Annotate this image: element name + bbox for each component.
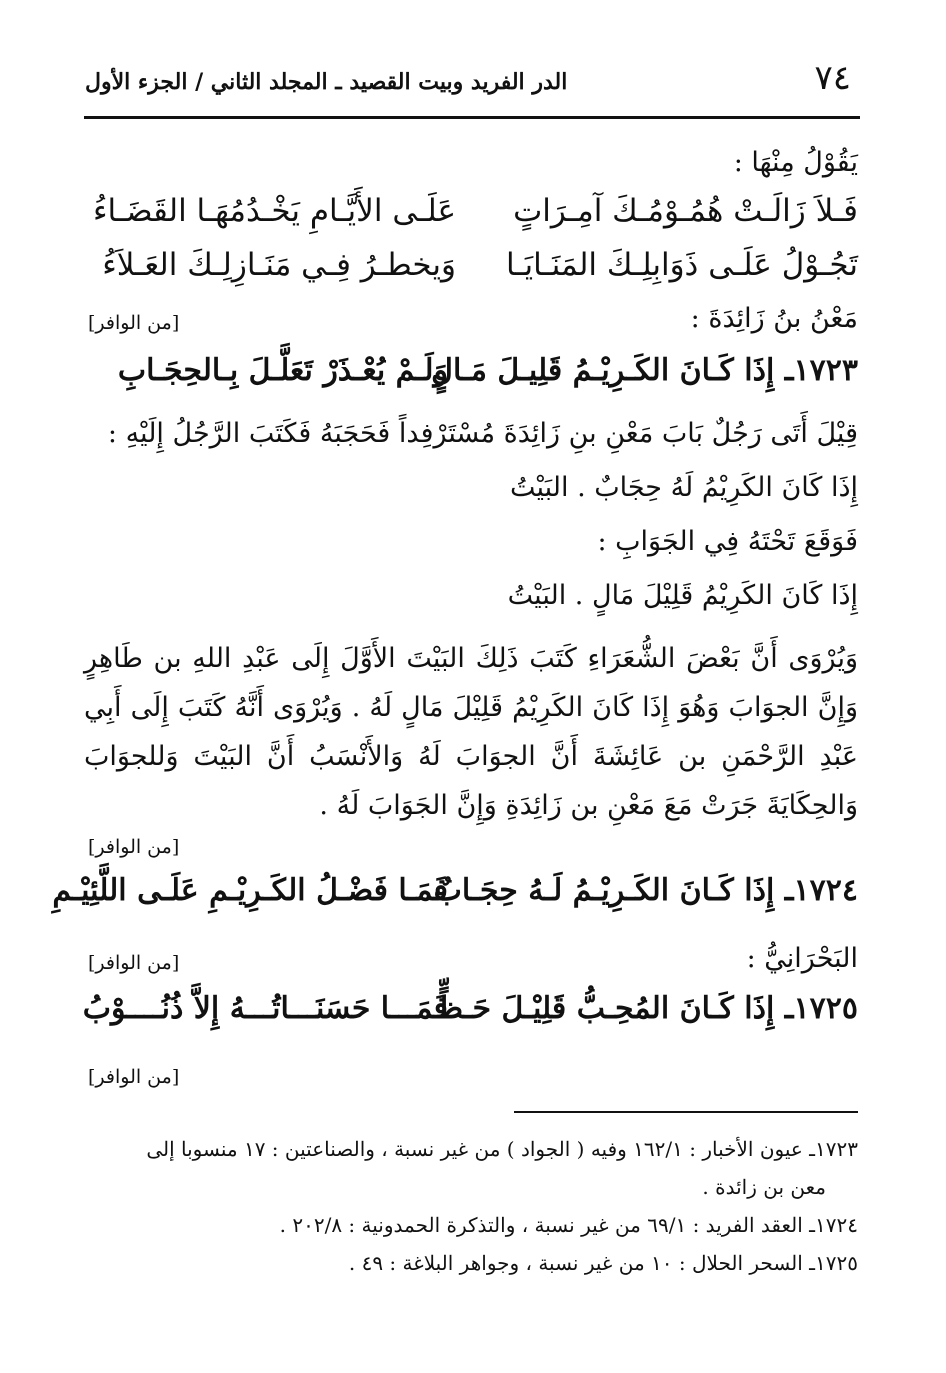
anecdote-line: قِيْلَ أَتَى رَجُلٌ بَابَ مَعْنِ بنِ زَائِدَةَ مُسْتَرْفِداً فَحَجَبَهُ فَكَتَبَ الرَّجُلُ إِلَيْهِ : <box>107 418 858 449</box>
poet-attribution: مَعْنُ بنُ زَائِدَةَ : <box>690 303 858 334</box>
page-number: ٧٤ <box>814 58 851 98</box>
footnote-1723: ١٧٢٣ـ عيون الأخبار : ١٦٢/١ وفيه ( الجواد ) من غير نسبة ، والصناعتين : ١٧ منسوبا إلى <box>146 1137 858 1161</box>
footnote-1724: ١٧٢٤ـ العقد الفريد : ٦٩/١ من غير نسبة ، والتذكرة الحمدونية : ٢٠٢/٨ . <box>279 1213 858 1237</box>
footnote-1725: ١٧٢٥ـ السحر الحلال : ١٠ من غير نسبة ، وجواهر البلاغة : ٤٩ . <box>348 1251 858 1275</box>
verse-1723-first-hemistich: ١٧٢٣ـ إِذَا كَـانَ الكَـرِيْـمُ قَلِيـلَ مَـالٍ <box>431 353 858 388</box>
intro-line: يَقُوْلُ مِنْهَا : <box>733 147 858 178</box>
header-rule <box>84 116 860 119</box>
verse-1724-second-hemistich: فَمَـا فَضْـلُ الكَـرِيْـمِ عَلَـى اللَّئِيْـمِ <box>52 873 448 908</box>
verse-1724-first-hemistich: ١٧٢٤ـ إِذَا كَـانَ الكَـرِيْـمُ لَـهُ حِجَـابٌ <box>433 873 858 908</box>
commentary-paragraph: وَيُرْوَى أَنَّ بَعْضَ الشُّعَرَاءِ كَتَبَ ذَلِكَ البَيْتَ الأَوَّلَ إِلَى عَبْدِ اللهِ بن طَاهِرٍ وَإِنَّ الجوَابَ وَهُوَ إِذَا كَانَ الكَرِيْمُ قَلِيْلَ مَالٍ لَهُ . وَيُرْوَى أَنَّهُ كَتَبَ إِلَى أَبِي عَبْدِ الرَّحْمَنِ بن عَائِشَةَ أَنَّ الجوَابَ لَهُ وَالأَنْسَبُ أَنَّ البَيْتَ وَللجوَابَ وَالحِكَايَةَ جَرَتْ مَعَ مَعْنِ بن زَائِدَةِ وَإِنَّ الجَوَابَ لَهُ . <box>84 643 858 821</box>
footnote-rule <box>514 1111 858 1113</box>
meter-label: [من الوافر] <box>88 1066 180 1088</box>
meter-label: [من الوافر] <box>88 952 180 974</box>
verse-1-first-hemistich: فَـلاَ زَالَـتْ هُمُـوْمُـكَ آمِـرَاتٍ <box>513 193 858 229</box>
footnote-1723-continuation: معن بن زائدة . <box>702 1175 826 1199</box>
anecdote-line: فَوَقَعَ تَحْتَهُ فِي الجَوَابِ : <box>597 526 858 557</box>
verse-1725-first-hemistich: ١٧٢٥ـ إِذَا كَـانَ المُحِـبُّ قَلِيْـلَ حَـظٍّ <box>435 991 858 1026</box>
anecdote-line: إِذَا كَانَ الكَرِيْمُ لَهُ حِجَابٌ . البَيْتُ <box>509 472 858 503</box>
poet-attribution: البَحْرَانِيُّ : <box>746 943 858 974</box>
verse-2-second-hemistich: وَيخطـرُ فِـي مَنَـازِلِـكَ العَـلاَءُ <box>102 247 456 283</box>
verse-1723-second-hemistich: وَلَـمْ يُعْـذَرْ تَعَلَّـلَ بِـالحِجَـابِ <box>117 353 448 388</box>
verse-1-second-hemistich: عَلَـى الأَيَّـامِ يَخْـدُمُهَـا القَضَـاءُ <box>92 193 456 229</box>
meter-label: [من الوافر] <box>88 312 180 334</box>
running-title: الدر الفريد وبيت القصيد ـ المجلد الثاني / الجزء الأول <box>85 69 568 95</box>
verse-1725-second-hemistich: فَمَـــا حَسَنَـــاتُـــهُ إِلاَّ ذُنُــــوْبُ <box>82 991 448 1026</box>
meter-label: [من الوافر] <box>88 836 180 858</box>
verse-2-first-hemistich: تَجُـوْلُ عَلَـى ذَوَابِلِـكَ المَنَـايَـا <box>505 247 858 283</box>
anecdote-line: إِذَا كَانَ الكَرِيْمُ قَلِيْلَ مَالٍ . البَيْتُ <box>507 580 858 611</box>
